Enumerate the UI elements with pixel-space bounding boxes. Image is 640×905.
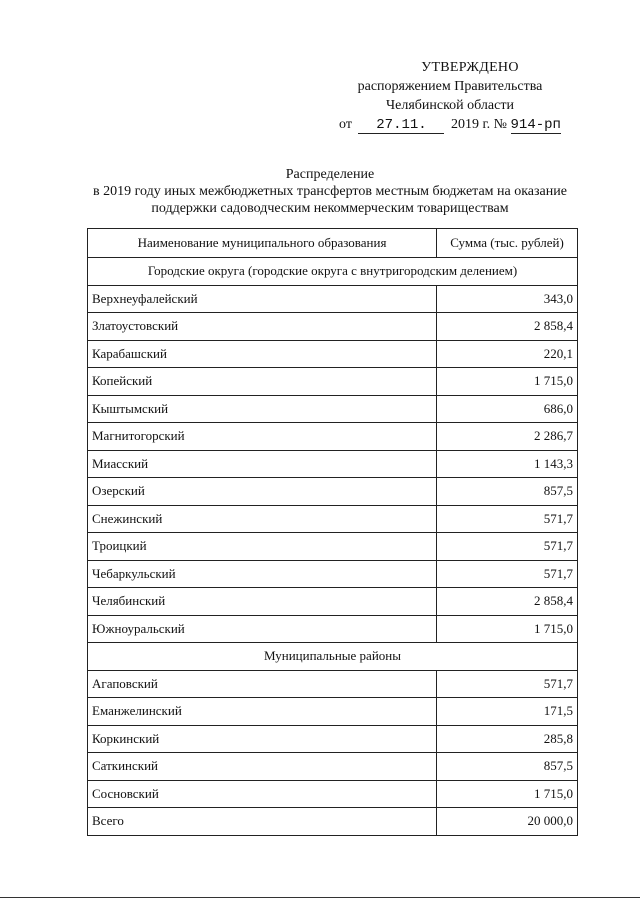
- table-body: [88, 258, 578, 836]
- row-name: Верхнеуфалейский: [88, 285, 437, 313]
- row-name: Миасский: [88, 450, 437, 478]
- total-amount: 20 000,0: [437, 808, 578, 836]
- table-row: [88, 505, 578, 533]
- row-amount: 571,7: [437, 670, 578, 698]
- row-amount: 171,5: [437, 698, 578, 726]
- table-row: [88, 533, 578, 561]
- row-amount: 1 715,0: [437, 780, 578, 808]
- row-amount: 1 715,0: [437, 368, 578, 396]
- row-name: Южноуральский: [88, 615, 437, 643]
- title-line-1: Распределение: [285, 167, 375, 182]
- row-name: Коркинский: [88, 725, 437, 753]
- date-value: 27.11.: [358, 118, 444, 134]
- row-name: Чебаркульский: [88, 560, 437, 588]
- row-amount: 2 858,4: [437, 313, 578, 341]
- date-prefix: от: [339, 117, 352, 132]
- row-name: Карабашский: [88, 340, 437, 368]
- approval-line-1: распоряжением Правительства: [357, 79, 543, 94]
- row-amount: 857,5: [437, 753, 578, 781]
- table-row: [88, 313, 578, 341]
- distribution-table: [87, 228, 578, 836]
- table-header-row: [88, 229, 578, 258]
- row-amount: 1 143,3: [437, 450, 578, 478]
- approval-line-2: Челябинской области: [386, 98, 514, 113]
- row-name: Кыштымский: [88, 395, 437, 423]
- table-row: [88, 395, 578, 423]
- table-row: [88, 725, 578, 753]
- row-name: Озерский: [88, 478, 437, 506]
- document-title: [40, 166, 620, 217]
- table-row: [88, 615, 578, 643]
- table-row: [88, 340, 578, 368]
- section-row-urban: [88, 258, 578, 286]
- table-row: [88, 560, 578, 588]
- approval-block: [300, 58, 600, 134]
- row-amount: 571,7: [437, 560, 578, 588]
- row-amount: 686,0: [437, 395, 578, 423]
- table-row: [88, 478, 578, 506]
- document-number: 914-рп: [510, 117, 561, 133]
- row-name: Снежинский: [88, 505, 437, 533]
- total-row: [88, 808, 578, 836]
- row-amount: 2 286,7: [437, 423, 578, 451]
- row-name: Копейский: [88, 368, 437, 396]
- row-name: Челябинский: [88, 588, 437, 616]
- row-amount: 2 858,4: [437, 588, 578, 616]
- table-row: [88, 670, 578, 698]
- title-line-3: поддержки садоводческим некоммерческим товариществам: [151, 201, 509, 216]
- table-row: [88, 285, 578, 313]
- header-name: Наименование муниципального образования: [88, 229, 437, 258]
- section-urban-label: Городские округа (городские округа с внутригородским делением): [88, 258, 578, 286]
- title-line-2: в 2019 году иных межбюджетных трансфертов местным бюджетам на оказание: [93, 184, 567, 199]
- row-amount: 285,8: [437, 725, 578, 753]
- approval-heading: УТВЕРЖДЕНО: [421, 60, 519, 75]
- row-amount: 571,7: [437, 505, 578, 533]
- row-name: Магнитогорский: [88, 423, 437, 451]
- table-row: [88, 588, 578, 616]
- row-amount: 1 715,0: [437, 615, 578, 643]
- section-districts-label: Муниципальные районы: [88, 643, 578, 671]
- page-bottom-rule: [0, 897, 640, 898]
- section-row-districts: [88, 643, 578, 671]
- row-name: Агаповский: [88, 670, 437, 698]
- row-name: Троицкий: [88, 533, 437, 561]
- row-amount: 220,1: [437, 340, 578, 368]
- table-row: [88, 368, 578, 396]
- row-amount: 571,7: [437, 533, 578, 561]
- row-name: Еманжелинский: [88, 698, 437, 726]
- row-name: Саткинский: [88, 753, 437, 781]
- year-text: 2019 г. №: [450, 117, 508, 132]
- table-row: [88, 450, 578, 478]
- approval-date-line: [300, 115, 600, 134]
- table-row: [88, 423, 578, 451]
- table-row: [88, 780, 578, 808]
- row-amount: 343,0: [437, 285, 578, 313]
- table-row: [88, 698, 578, 726]
- row-name: Сосновский: [88, 780, 437, 808]
- header-amount: Сумма (тыс. рублей): [437, 229, 578, 258]
- row-name: Златоустовский: [88, 313, 437, 341]
- table-row: [88, 753, 578, 781]
- row-amount: 857,5: [437, 478, 578, 506]
- total-label: Всего: [88, 808, 437, 836]
